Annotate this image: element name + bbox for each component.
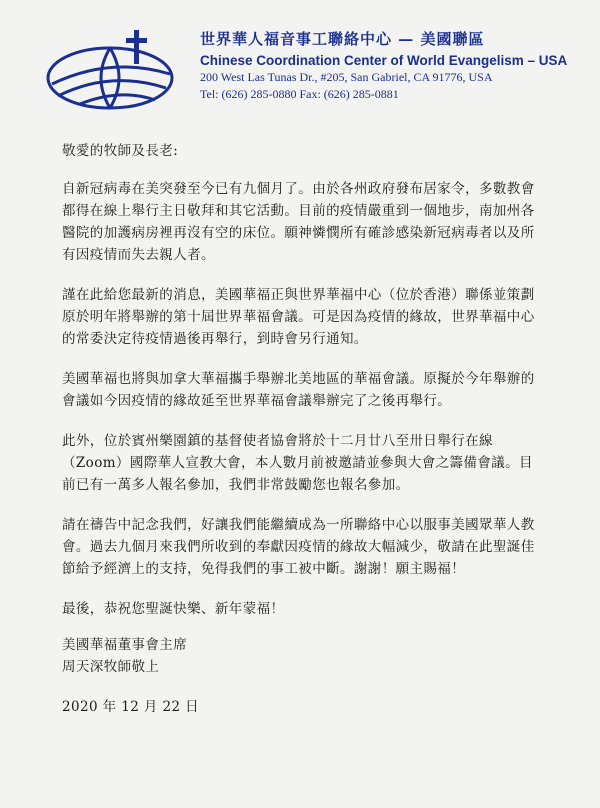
org-address: 200 West Las Tunas Dr., #205, San Gabriel, CA 91776, USA	[200, 70, 493, 84]
org-name-chinese: 世界華人福音事工聯絡中心 — 美國聯區	[200, 30, 485, 48]
paragraph-3: 美國華福也將與加拿大華福攜手舉辦北美地區的華福會議。原擬於今年舉辦的會議如今因疫情的緣故延至世界華福會議舉辦完了之後再舉行。	[62, 371, 535, 409]
paragraph-5: 請在禱告中記念我們，好讓我們能繼續成為一所聯絡中心以服事美國眾華人教會。過去九個月來我們所收到的奉獻因疫情的緣故大幅減少，敬請在此聖誕佳節給予經濟上的支持，免得我們的事工被中斷。謝謝！願主賜福！	[62, 517, 535, 577]
paragraph-1: 自新冠病毒在美突發至今已有九個月了。由於各州政府發布居家令，多數教會都得在線上舉行主日敬拜和其它活動。目前的疫情嚴重到一個地步，南加州各醫院的加護病房裡再沒有空的床位。願神憐憫所有確診感染新冠病毒者以及所有因疫情而失去親人者。	[62, 181, 535, 263]
letterhead	[0, 0, 600, 110]
salutation: 敬愛的牧師及長老:	[62, 143, 179, 159]
letter-body	[62, 140, 540, 718]
org-name-english: Chinese Coordination Center of World Evangelism – USA	[200, 53, 568, 68]
signature-title: 美國華福董事會主席	[62, 637, 188, 653]
paragraph-2: 謹在此給您最新的消息，美國華福正與世界華福中心（位於香港）聯係並策劃原於明年將舉辦的第十屆世界華福會議。可是因為疫情的緣故，世界華福中心的常委決定待疫情過後再舉行，到時會另行通知。	[62, 287, 535, 347]
letter-date: 2020 年 12 月 22 日	[62, 699, 200, 715]
org-phone-fax: Tel: (626) 285-0880 Fax: (626) 285-0881	[200, 87, 399, 101]
globe-cross-logo	[40, 26, 190, 116]
paragraph-4: 此外，位於賓州樂園鎮的基督使者協會將於十二月廿八至卅日舉行在線（Zoom）國際華人宣教大會，本人數月前被邀請並參與大會之籌備會議。目前已有一萬多人報名參加，我們非常鼓勵您也報名參加。	[62, 433, 533, 493]
signature-name: 周天深牧師敬上	[62, 659, 160, 675]
closing: 最後，恭祝您聖誕快樂、新年蒙福！	[62, 601, 285, 617]
